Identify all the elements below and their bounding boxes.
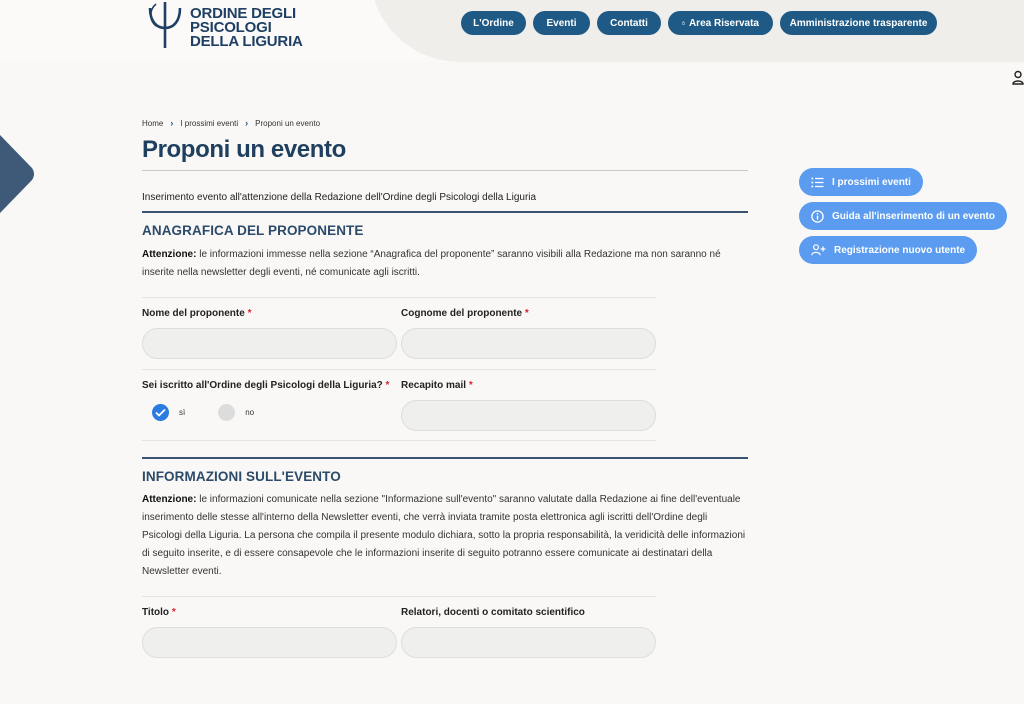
radio-si-label: sì [179, 408, 186, 417]
add-user-icon [811, 244, 826, 256]
titolo-input[interactable] [142, 627, 397, 658]
sidebar-prossimi-eventi-button[interactable] [799, 168, 923, 196]
mail-input[interactable] [401, 400, 656, 431]
form-row [142, 380, 656, 431]
required-mark: * [468, 380, 473, 391]
title-divider [142, 170, 748, 171]
section-evento-heading: INFORMAZIONI SULL'EVENTO [142, 469, 341, 484]
row-divider [142, 440, 656, 441]
main-content [142, 116, 748, 658]
main-nav [461, 11, 937, 35]
nav-area-riservata-button[interactable] [668, 11, 773, 35]
radio-no[interactable] [218, 404, 235, 421]
required-mark: * [171, 607, 176, 618]
nav-label: Contatti [610, 17, 648, 29]
nav-amministrazione-button[interactable] [780, 11, 937, 35]
anagrafica-form [142, 297, 656, 441]
required-mark: * [385, 380, 390, 391]
evento-notice [142, 491, 748, 581]
label-text: Sei iscritto all'Ordine degli Psicologi della Liguria? [142, 380, 383, 391]
sidebar [799, 168, 1007, 270]
section-anagrafica-heading: ANAGRAFICA DEL PROPONENTE [142, 223, 364, 238]
anagrafica-notice [142, 246, 748, 282]
user-icon[interactable] [1012, 70, 1024, 86]
mail-field [401, 380, 656, 431]
breadcrumb [142, 116, 748, 130]
nome-label [142, 308, 397, 322]
notice-text: le informazioni immesse nella sezione “Anagrafica del proponente” saranno visibili alla Redazione ma non saranno né inserite nella newsletter degli eventi, né comunicate agli iscritti. [142, 249, 721, 278]
evento-form [142, 596, 656, 658]
logo-line-2: DELLA LIGURIA [190, 33, 303, 50]
titolo-field [142, 607, 397, 658]
cognome-label [401, 308, 656, 322]
sidebar-label: Guida all'inserimento di un evento [832, 210, 995, 222]
list-icon [811, 177, 824, 188]
logo-line-1: ORDINE DEGLI PSICOLOGI [190, 5, 296, 36]
info-icon [811, 210, 824, 223]
iscritto-radio-group [152, 404, 397, 421]
page-title: Proponi un evento [142, 136, 346, 163]
lock-icon [682, 17, 685, 29]
sidebar-label: I prossimi eventi [832, 176, 911, 188]
label-text: Cognome del proponente [401, 308, 523, 319]
required-mark: * [524, 308, 529, 319]
iscritto-label [142, 380, 397, 394]
breadcrumb-current: Proponi un evento [255, 118, 321, 128]
breadcrumb-home[interactable]: Home [142, 118, 164, 128]
intro-text: Inserimento evento all'attenzione della Redazione dell'Ordine degli Psicologi della Liguria [142, 192, 537, 203]
row-divider [142, 596, 656, 597]
sidebar-label: Registrazione nuovo utente [834, 244, 966, 256]
form-row [142, 607, 656, 658]
section-divider [142, 457, 748, 459]
label-text: Titolo [142, 607, 170, 618]
notice-label: Attenzione: [142, 249, 197, 260]
logo[interactable] [143, 0, 373, 50]
label-text: Recapito mail [401, 380, 467, 391]
relatori-label: Relatori, docenti o comitato scientifico [401, 607, 585, 618]
radio-si[interactable] [152, 404, 169, 421]
logo-text [190, 7, 373, 49]
notice-label: Attenzione: [142, 494, 197, 505]
nav-label: Area Riservata [688, 17, 759, 29]
side-arrow-icon[interactable] [0, 135, 36, 213]
nav-contatti-button[interactable] [597, 11, 661, 35]
nav-eventi-button[interactable] [533, 11, 590, 35]
nav-label: L'Ordine [473, 17, 514, 29]
sidebar-guida-button[interactable] [799, 202, 1007, 230]
notice-text: le informazioni comunicate nella sezione "Informazione sull'evento" saranno valutate dalla Redazione ai fine dell'eventuale inserimento delle stesse all'interno della Newsletter eventi, che verrà inviata tramite posta elettronica agli iscritti dell'Ordine degli Psicologi della Liguria. La persona che compila il presente modulo dichiara, sotto la propria responsabilità, la veridicità delle informazioni di seguito inserite, e di essere consapevole che le informazioni inserite di seguito potranno essere comunicate ai destinatari della Newsletter eventi. [142, 494, 746, 577]
cognome-field [401, 308, 656, 359]
mail-label [401, 380, 656, 394]
label-text: Nome del proponente [142, 308, 245, 319]
nav-label: Amministrazione trasparente [789, 17, 928, 29]
nav-label: Eventi [546, 17, 577, 29]
chevron-right-icon: › [245, 118, 249, 128]
row-divider [142, 369, 656, 370]
chevron-right-icon: › [170, 118, 174, 128]
titolo-label [142, 607, 397, 621]
relatori-field [401, 607, 656, 658]
nome-field [142, 308, 397, 359]
radio-no-label: no [245, 408, 255, 417]
check-icon [155, 408, 166, 417]
psi-logo-icon [143, 0, 187, 48]
required-mark: * [247, 308, 252, 319]
cognome-input[interactable] [401, 328, 656, 359]
iscritto-field [142, 380, 397, 431]
section-divider [142, 211, 748, 213]
breadcrumb-eventi[interactable]: I prossimi eventi [180, 118, 239, 128]
form-row [142, 308, 656, 359]
sidebar-registrazione-button[interactable] [799, 236, 977, 264]
relatori-input[interactable] [401, 627, 656, 658]
nav-ordine-button[interactable] [461, 11, 526, 35]
nome-input[interactable] [142, 328, 397, 359]
row-divider [142, 297, 656, 298]
